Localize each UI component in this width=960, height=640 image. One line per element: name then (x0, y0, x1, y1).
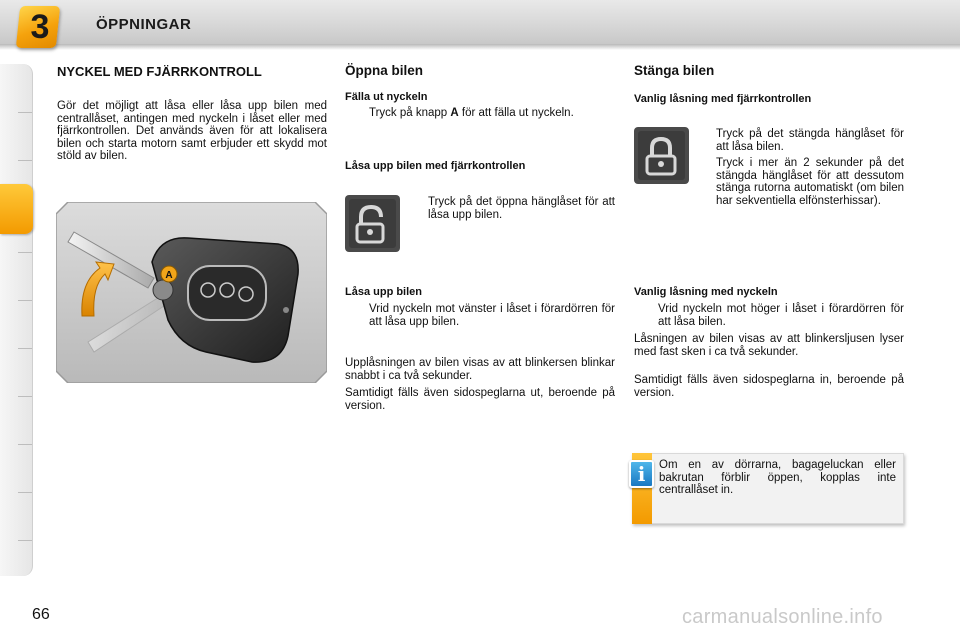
unlock-padlock-icon (345, 195, 400, 252)
chapter-tab-rail (0, 64, 33, 576)
paragraph-mirrors-in: Samtidigt fälls även sidospeglarna in, beroende på version. (634, 374, 904, 399)
bullet-remote-lock (700, 128, 904, 153)
info-text: Om en av dörrarna, bagageluckan eller bakrutan förblir öppen, kopplas inte centrallåset in. (659, 459, 896, 497)
tab-divider (18, 492, 32, 493)
subheading-fold-out-key: Fälla ut nyckeln (345, 91, 428, 103)
paragraph-unlock-indicators: Upplåsningen av bilen visas av att blinkersen blinkar snabbt i ca två sekunder. (345, 357, 615, 382)
tab-divider (18, 396, 32, 397)
watermark: carmanualsonline.info (682, 606, 883, 628)
bullet-text: Vrid nyckeln mot vänster i låset i förardörren för att låsa upp bilen. (369, 303, 615, 328)
tab-divider (18, 252, 32, 253)
intro-paragraph: Gör det möjligt att låsa eller låsa upp bilen med centrallåset, antingen med nyckeln i låset eller med fjärrkontrollen. Det används även för att lokalisera bilen och starta motorn samt erbjuder ett skydd mot stöld av bilen. (57, 100, 327, 163)
bullet-key-lock (634, 303, 904, 328)
page-number: 66 (32, 606, 50, 623)
paragraph-lock-indicators: Låsningen av bilen visas av att blinkersljusen lyser med fast sken i ca två sekunder. (634, 333, 904, 358)
paragraph-mirrors-out: Samtidigt fälls även sidospeglarna ut, beroende på version. (345, 387, 615, 412)
fob-led (283, 307, 289, 313)
chapter-tab-active[interactable] (0, 184, 33, 234)
subheading-key-unlock: Låsa upp bilen (345, 286, 423, 298)
bullet-text: Tryck i mer än 2 sekunder på det stängda hänglåset för att dessutom stänga rutorna automatiskt (om bilen har sekventiella elfönsterhissar). (716, 157, 904, 207)
section-heading-remote-key: NYCKEL MED FJÄRRKONTROLL (57, 64, 262, 79)
chapter-title: ÖPPNINGAR (96, 16, 192, 33)
bullet-text: Tryck på det stängda hänglåset för att låsa bilen. (716, 128, 904, 153)
remote-key-illustration (56, 202, 327, 383)
bullet-remote-unlock (412, 196, 615, 221)
tab-divider (18, 112, 32, 113)
tab-divider (18, 348, 32, 349)
info-icon: i (629, 460, 654, 488)
subheading-remote-lock: Vanlig låsning med fjärrkontrollen (634, 93, 812, 105)
subheading-remote-unlock: Låsa upp bilen med fjärrkontrollen (345, 160, 526, 172)
bullet-text: Vrid nyckeln mot höger i låset i förardörren för att låsa bilen. (658, 303, 904, 328)
section-heading-close-car: Stänga bilen (634, 63, 715, 78)
lock-padlock-icon (634, 127, 689, 184)
fob-button-panel (188, 266, 266, 320)
fold-button-a (153, 280, 173, 300)
bullet-fold-out (345, 107, 615, 120)
bullet-text-after: för att fälla ut nyckeln. (458, 107, 574, 119)
bullet-text-bold: A (450, 107, 459, 119)
section-heading-open-car: Öppna bilen (345, 63, 424, 78)
bullet-key-unlock (345, 303, 615, 328)
chapter-number: 3 (30, 8, 50, 46)
bullet-remote-lock-windows (700, 157, 904, 207)
bullet-text-before: Tryck på knapp (369, 107, 451, 119)
subheading-key-lock: Vanlig låsning med nyckeln (634, 286, 778, 298)
tab-divider (18, 300, 32, 301)
callout-a-letter: A (165, 270, 173, 281)
tab-divider (18, 540, 32, 541)
header-shadow (0, 44, 960, 50)
tab-divider (18, 160, 32, 161)
tab-divider (18, 444, 32, 445)
bullet-text: Tryck på det öppna hänglåset för att låsa upp bilen. (428, 196, 615, 221)
